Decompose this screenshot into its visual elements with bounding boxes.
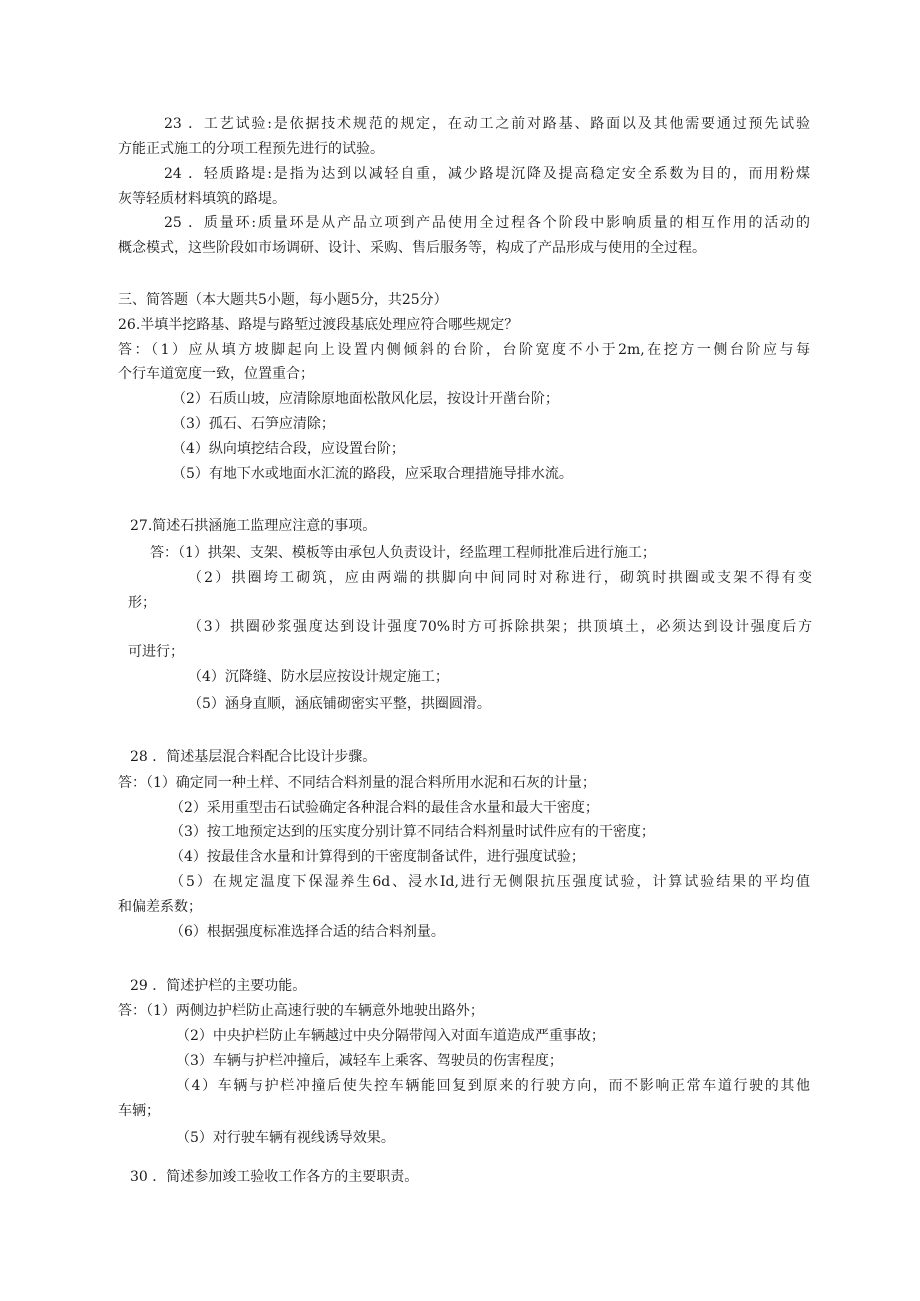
definition-23-line2: 方能正式施工的分项工程预先进行的试验。 (118, 141, 384, 157)
definition-24-line1: 24 ．轻质路堤:是指为达到以减轻自重，减少路堤沉降及提高稳定安全系数为目的，而用粉煤 (164, 166, 810, 182)
question-26: 26.半填半挖路基、路堤与路堑过渡段基底处理应符合哪些规定？ (118, 317, 519, 333)
answer-27-item1: 答：（1）拱架、支架、模板等由承包人负责设计，经监理工程师批准后进行施工； (150, 545, 656, 561)
answer-26-item1-line1: 答：（1）应从填方坡脚起向上设置内侧倾斜的台阶，台阶宽度不小于2m,在挖方一侧台阶应与每 (118, 342, 810, 358)
answer-27-item3-line1: （3）拱圈砂浆强度达到设计强度70%时方可拆除拱架；拱顶填土，必须达到设计强度后方 (188, 619, 812, 635)
answer-27-item5: （5）涵身直顺，涵底铺砌密实平整，拱圈圆滑。 (188, 696, 491, 712)
answer-28-item1: 答：（1）确定同一种土样、不同结合料剂量的混合料所用水泥和石灰的计量； (118, 775, 596, 791)
answer-28-item5-line2: 和偏差系数； (118, 899, 202, 915)
answer-28-item6: （6）根据强度标准选择合适的结合料剂量。 (170, 924, 445, 940)
definition-23-line1: 23 ．工艺试验:是依据技术规范的规定，在动工之前对路基、路面以及其他需要通过预先试验 (164, 116, 810, 132)
question-28: 28 ．简述基层混合料配合比设计步骤。 (130, 749, 377, 765)
answer-26-item1-line2: 个行车道宽度一致，位置重合； (118, 366, 314, 382)
question-29: 29 ．简述护栏的主要功能。 (130, 978, 307, 994)
answer-27-item3-line2: 可进行； (128, 644, 184, 660)
answer-29-item4-line2: 车辆； (118, 1103, 160, 1119)
answer-27-item4: （4）沉降缝、防水层应按设计规定施工； (188, 669, 449, 685)
answer-26-item2: （2）石质山坡，应清除原地面松散风化层，按设计开凿台阶； (172, 391, 559, 407)
answer-29-item4-line1: （4）车辆与护栏冲撞后使失控车辆能回复到原来的行驶方向，而不影响正常车道行驶的其他 (176, 1078, 810, 1094)
question-27: 27.简述石拱涵施工监理应注意的事项。 (130, 518, 377, 534)
answer-27-item2-line1: （2）拱圈垮工砌筑，应由两端的拱脚向中间同时对称进行，砌筑时拱圈或支架不得有变 (188, 570, 812, 586)
definition-25-line2: 概念模式，这些阶段如市场调研、设计、采购、售后服务等，构成了产品形成与使用的全过程。 (118, 240, 706, 256)
answer-26-item4: （4）纵向填挖结合段，应设置台阶； (172, 441, 405, 457)
definition-24-line2: 灰等轻质材料填筑的路堤。 (118, 191, 286, 207)
answer-27-item2-line2: 形； (128, 595, 156, 611)
answer-26-item5: （5）有地下水或地面水汇流的路段，应采取合理措施导排水流。 (172, 466, 573, 482)
answer-29-item1: 答：（1）两侧边护栏防止高速行驶的车辆意外地驶出路外； (118, 1003, 484, 1019)
answer-28-item5-line1: （5）在规定温度下保湿养生6d、浸水Id,进行无侧限抗压强度试验，计算试验结果的平均值 (170, 874, 810, 890)
answer-29-item3: （3）车辆与护栏冲撞后，减轻车上乘客、驾驶员的伤害程度； (176, 1053, 563, 1069)
answer-26-item3: （3）孤石、石笋应清除； (172, 416, 335, 432)
answer-29-item5: （5）对行驶车辆有视线诱导效果。 (176, 1130, 395, 1146)
answer-28-item3: （3）按工地预定达到的压实度分别计算不同结合料剂量时试件应有的干密度； (170, 824, 655, 840)
answer-29-item2: （2）中央护栏防止车辆越过中央分隔带闯入对面车道造成严重事故； (176, 1028, 605, 1044)
answer-28-item2: （2）采用重型击石试验确定各种混合料的最佳含水量和最大干密度； (170, 800, 599, 816)
answer-28-item4: （4）按最佳含水量和计算得到的干密度制备试件，进行强度试验； (170, 849, 585, 865)
section-heading: 三、简答题（本大题共5小题，每小题5分，共25分） (118, 292, 448, 308)
definition-25-line1: 25 ．质量环:质量环是从产品立项到产品使用全过程各个阶段中影响质量的相互作用的活动的 (164, 215, 810, 231)
question-30: 30 ．简述参加竣工验收工作各方的主要职责。 (130, 1169, 419, 1185)
